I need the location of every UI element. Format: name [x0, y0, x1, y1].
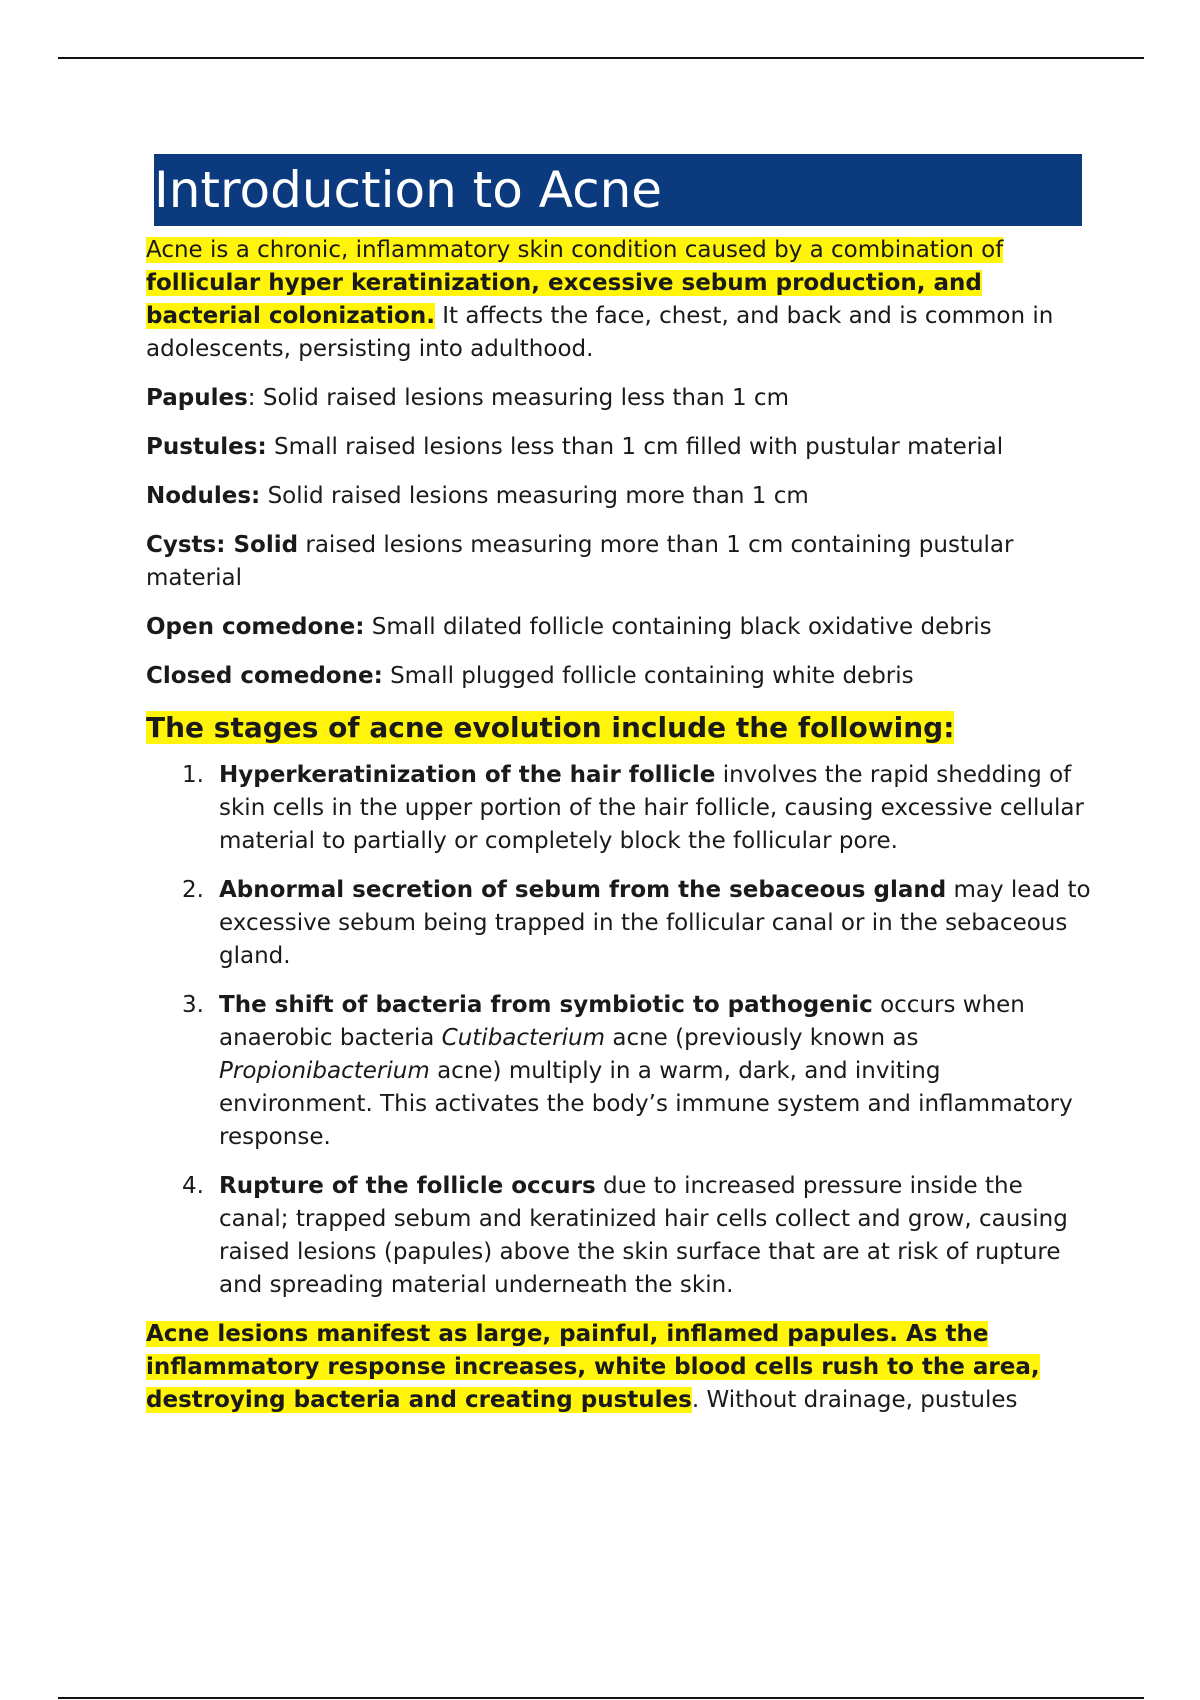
definition-text: Small plugged follicle containing white debris — [390, 663, 914, 689]
definition-text: Solid raised lesions measuring less than 1 cm — [262, 385, 789, 411]
definition-text: Small raised lesions less than 1 cm filled with pustular material — [273, 434, 1004, 460]
list-item — [146, 874, 1094, 973]
stages-list — [146, 759, 1094, 1302]
stage-italic: Cutibacterium — [441, 1025, 606, 1051]
stage-text: involves the rapid shedding of skin cells in the upper portion of the hair follicle, causing excessive cellular material to partially or completely block the follicular pore. — [219, 762, 1084, 854]
list-item — [146, 759, 1094, 858]
definition-papules — [146, 382, 1094, 415]
list-number: 3. — [182, 992, 204, 1018]
stage-text: occurs when anaerobic bacteria — [219, 992, 1025, 1051]
definition-text: raised lesions measuring more than 1 cm containing pustular material — [146, 532, 1014, 591]
intro-rest: It affects the face, chest, and back and is common in adolescents, persisting into adulthood. — [146, 303, 1054, 362]
list-number: 4. — [182, 1173, 204, 1199]
definition-nodules — [146, 480, 1094, 513]
stage-title: Abnormal secretion of sebum from the sebaceous gland — [219, 877, 947, 903]
definition-term: Nodules: — [146, 483, 261, 509]
intro-paragraph — [146, 234, 1094, 366]
stage-text: acne (previously known as — [605, 1025, 919, 1051]
stages-heading — [146, 709, 1094, 747]
stage-title: Rupture of the follicle occurs — [219, 1173, 596, 1199]
document-body — [146, 154, 1094, 1433]
top-rule — [58, 57, 1144, 59]
bottom-rule — [58, 1697, 1144, 1699]
intro-highlight-bold: follicular hyper keratinization, excessive sebum production, and bacterial colonization. — [146, 270, 982, 329]
list-number: 2. — [182, 877, 204, 903]
stages-heading-text: The stages of acne evolution include the following: — [146, 711, 955, 744]
definition-term: Cysts: Solid — [146, 532, 299, 558]
closing-highlight-bold: Acne lesions manifest as large, painful, inflamed papules. As the inflammatory response increases, white blood cells rush to the area, destroying bacteria and creating pustules — [146, 1321, 1040, 1413]
intro-highlight-text: Acne is a chronic, inflammatory skin condition caused by a combination of — [146, 237, 1004, 263]
closing-rest: . Without drainage, pustules — [691, 1387, 1018, 1413]
definition-separator — [260, 483, 267, 509]
definition-separator: : — [247, 385, 263, 411]
definition-open-comedone — [146, 611, 1094, 644]
list-number: 1. — [182, 762, 204, 788]
definition-term: Closed comedone: — [146, 663, 383, 689]
stage-title: Hyperkeratinization of the hair follicle — [219, 762, 716, 788]
stage-text: acne) multiply in a warm, dark, and inviting environment. This activates the body’s immune system and inflammatory response. — [219, 1058, 1073, 1150]
stage-title: The shift of bacteria from symbiotic to pathogenic — [219, 992, 873, 1018]
definition-term: Papules — [146, 385, 248, 411]
definition-term: Open comedone: — [146, 614, 365, 640]
list-item — [146, 989, 1094, 1154]
closing-paragraph — [146, 1318, 1094, 1417]
stage-text: may lead to excessive sebum being trapped in the follicular canal or in the sebaceous gland. — [219, 877, 1091, 969]
list-item — [146, 1170, 1094, 1302]
definition-term: Pustules: — [146, 434, 267, 460]
definition-closed-comedone — [146, 660, 1094, 693]
page-title: Introduction to Acne — [154, 154, 1082, 226]
definition-text: Small dilated follicle containing black oxidative debris — [371, 614, 992, 640]
definition-cysts — [146, 529, 1094, 595]
stage-italic: Propionibacterium — [219, 1058, 430, 1084]
definition-separator — [383, 663, 390, 689]
stage-text: due to increased pressure inside the canal; trapped sebum and keratinized hair cells collect and grow, causing raised lesions (papules) above the skin surface that are at risk of rupture and spreading material underneath the skin. — [219, 1173, 1068, 1298]
definition-pustules — [146, 431, 1094, 464]
definition-text: Solid raised lesions measuring more than 1 cm — [267, 483, 809, 509]
definition-separator — [364, 614, 371, 640]
definition-separator — [267, 434, 274, 460]
